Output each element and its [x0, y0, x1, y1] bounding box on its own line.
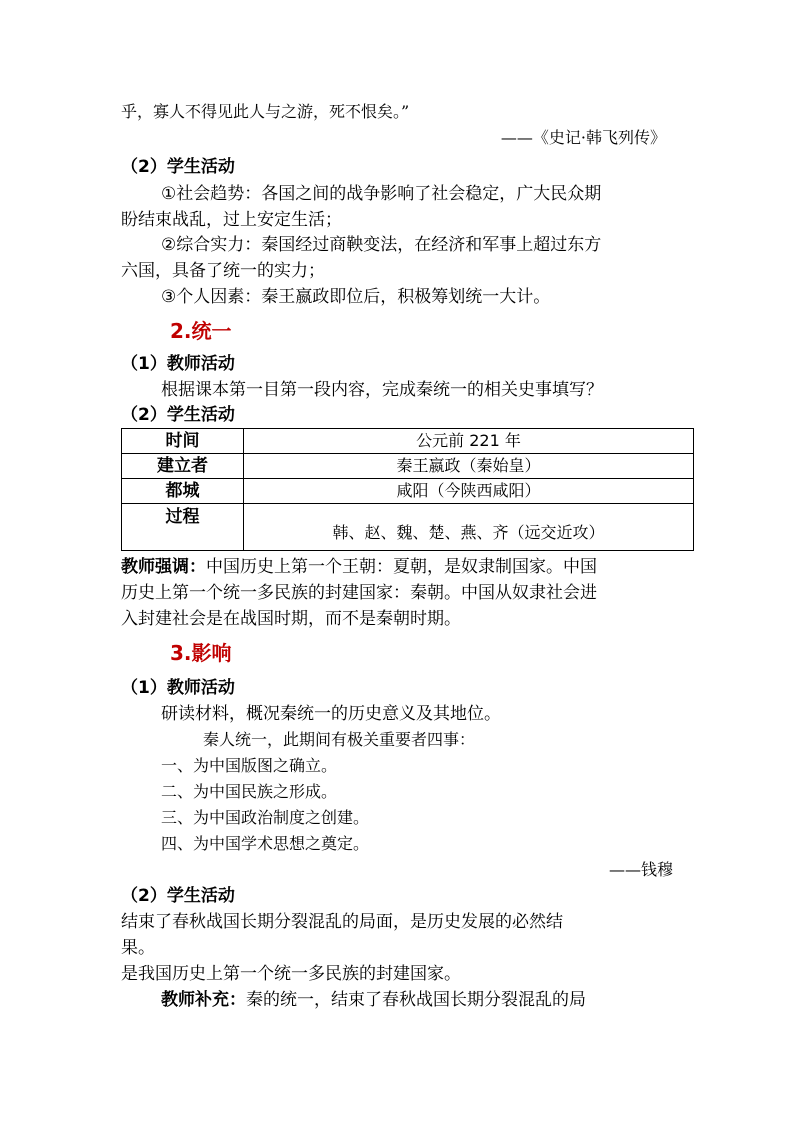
paragraph-social-trend-2: 盼结束战乱，过上安定生活； [121, 210, 342, 230]
table-row [122, 429, 694, 454]
row-label: 都城 [122, 479, 244, 504]
teacher-activity-heading: （1）教师活动 [121, 354, 235, 374]
qin-unification-table [121, 428, 694, 551]
supplement-text: 秦的统一，结束了春秋战国长期分裂混乱的局 [246, 990, 586, 1010]
paragraph-strength-2: 六国，具备了统一的实力； [121, 261, 325, 281]
row-label: 时间 [122, 429, 244, 454]
row-label: 建立者 [122, 454, 244, 479]
paragraph-strength-1: ②综合实力：秦国经过商鞅变法，在经济和军事上超过东方 [161, 235, 602, 255]
paragraph-personal-factor: ③个人因素：秦王嬴政即位后，积极筹划统一大计。 [161, 287, 551, 307]
quote-line: 乎，寡人不得见此人与之游，死不恨矣。” [121, 102, 410, 121]
material-item: 一、为中国版图之确立。 [161, 756, 338, 775]
teacher-activity-heading: （1）教师活动 [121, 678, 235, 698]
material-item: 三、为中国政治制度之创建。 [161, 808, 370, 827]
teacher-supplement [161, 988, 586, 1012]
student-answer-line-1: 结束了春秋战国长期分裂混乱的局面，是历史发展的必然结 [121, 912, 563, 932]
teacher-emphasis-line-1 [121, 555, 597, 579]
section-title-impact: 3.影响 [170, 641, 232, 665]
row-value: 韩、赵、魏、楚、燕、齐（远交近攻） [244, 504, 694, 551]
teacher-emphasis-line-2: 历史上第一个统一多民族的封建国家：秦朝。中国从奴隶社会进 [121, 583, 597, 603]
student-answer-line-3: 是我国历史上第一个统一多民族的封建国家。 [121, 964, 461, 984]
quote-source: ——《史记·韩飞列传》 [500, 128, 666, 147]
teacher-activity-text: 研读材料，概况秦统一的历史意义及其地位。 [161, 704, 501, 724]
material-intro: 秦人统一，此期间有极关重要者四事： [203, 730, 476, 749]
student-answer-line-2: 果。 [121, 938, 155, 958]
row-label: 过程 [122, 504, 244, 551]
row-value: 咸阳（今陕西咸阳） [244, 479, 694, 504]
material-item: 二、为中国民族之形成。 [161, 782, 338, 801]
table-row [122, 504, 694, 551]
table-row [122, 479, 694, 504]
student-activity-heading: （2）学生活动 [121, 886, 235, 906]
table-row [122, 454, 694, 479]
row-value: 公元前 221 年 [244, 429, 694, 454]
teacher-emphasis-line-3: 入封建社会是在战国时期，而不是秦朝时期。 [121, 609, 461, 629]
row-value: 秦王嬴政（秦始皇） [244, 454, 694, 479]
section-title-unification: 2.统一 [170, 319, 232, 343]
student-activity-heading: （2）学生活动 [121, 405, 235, 425]
paragraph-social-trend-1: ①社会趋势：各国之间的战争影响了社会稳定，广大民众期 [161, 184, 602, 204]
emphasis-label: 教师强调： [121, 557, 206, 577]
supplement-label: 教师补充： [161, 990, 246, 1010]
student-activity-heading: （2）学生活动 [121, 157, 235, 177]
material-item: 四、为中国学术思想之奠定。 [161, 834, 370, 853]
material-source: ——钱穆 [608, 860, 673, 879]
emphasis-text: 中国历史上第一个王朝：夏朝，是奴隶制国家。中国 [206, 557, 597, 577]
teacher-activity-text: 根据课本第一目第一段内容，完成秦统一的相关史事填写？ [161, 380, 603, 400]
